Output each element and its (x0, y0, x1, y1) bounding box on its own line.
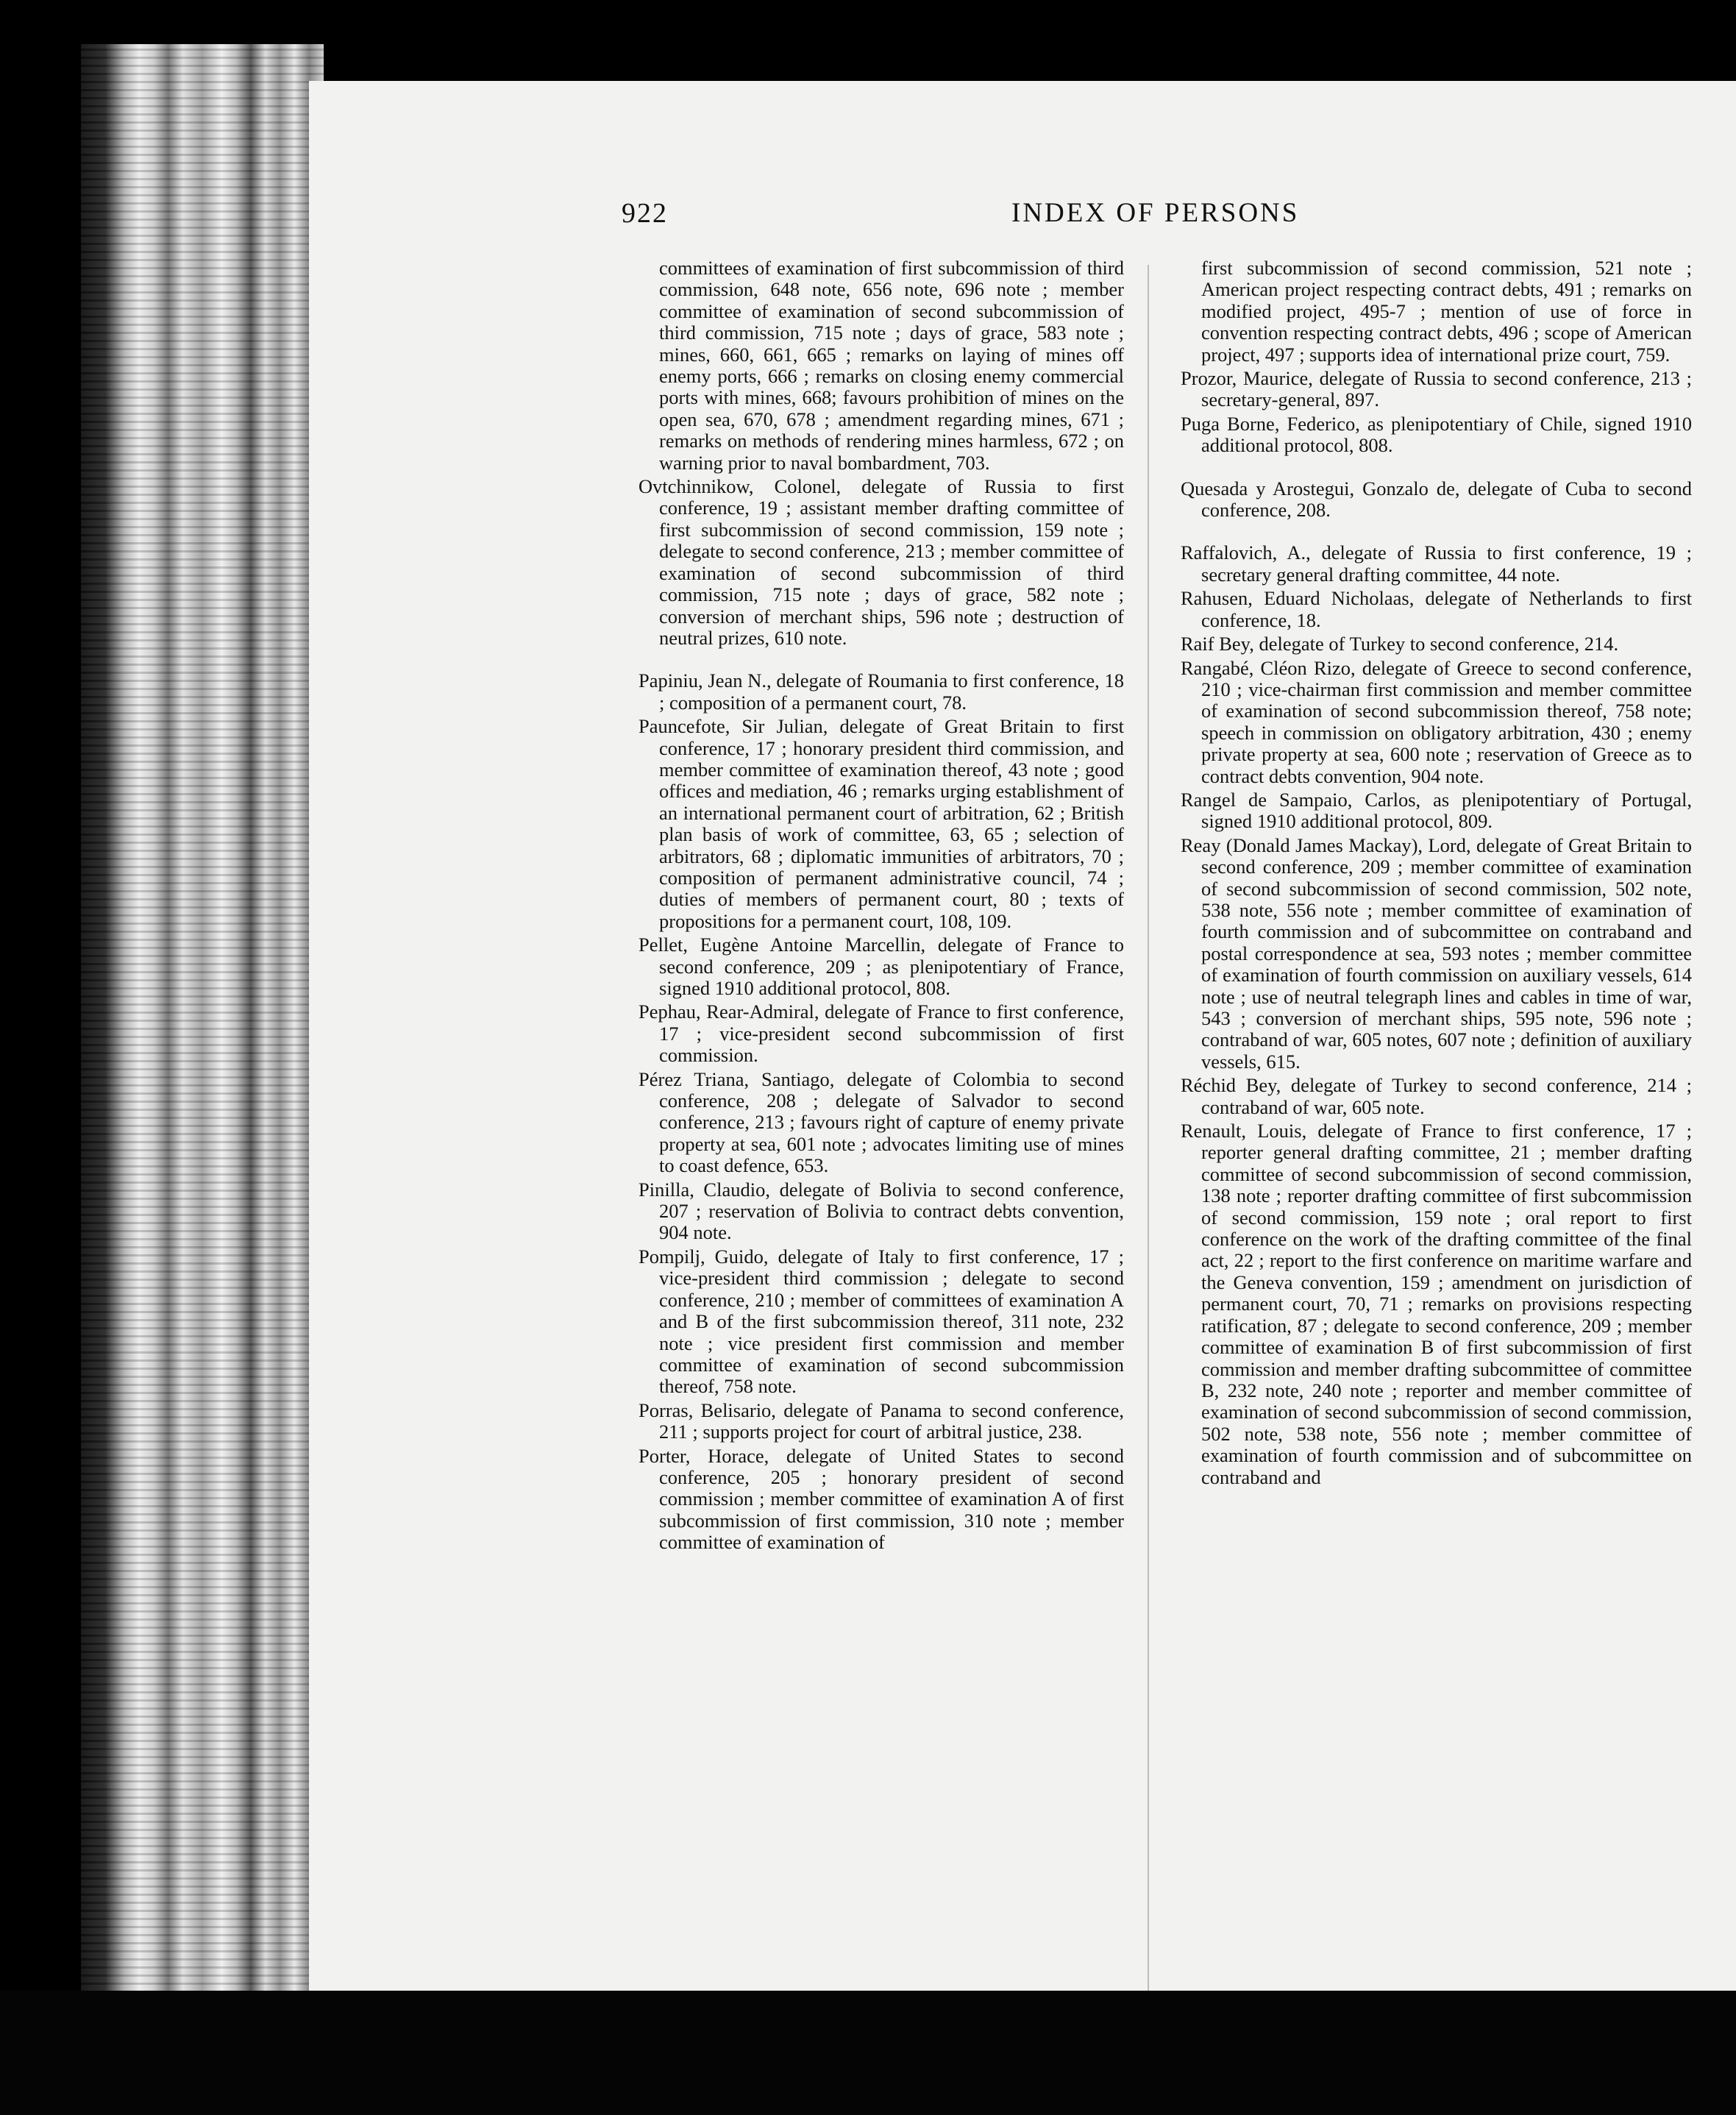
running-title: INDEX OF PERSONS (1011, 198, 1300, 228)
column-divider (1148, 265, 1149, 2082)
page-number: 922 (622, 198, 668, 229)
index-entry: Renault, Louis, delegate of France to first conference, 17 ; reporter general drafting committee, 21 ; member drafting committee of second subcommission of second commission, 138 note ; reporter drafting committee of first subcommission of second commission, 159 note ; oral report to first conference on the work of the drafting committee of the final act, 22 ; report to the first conference on maritime warfare and the Geneva convention, 159 ; amendment on jurisdiction of permanent court, 70, 71 ; remarks on provisions respecting ratification, 87 ; delegate to second conference, 209 ; member committee of examination B of first subcommission of first commission and member drafting subcommittee of committee B, 232 note, 240 note ; reporter and member committee of examination of second subcommission of second commission, 502 note, 538 note, 556 note ; member committee of examination of fourth commission and of subcommittee on contraband and (1181, 1120, 1692, 1488)
index-entry: Pérez Triana, Santiago, delegate of Colombia to second conference, 208 ; delegate of Salvador to second conference, 213 ; favours right of capture of enemy private property at sea, 601 note ; advocates limiting use of mines to coast defence, 653. (638, 1067, 1124, 1177)
index-entry: Quesada y Arostegui, Gonzalo de, delegate of Cuba to second conference, 208. (1181, 477, 1692, 522)
scan-border (0, 1991, 1736, 2115)
index-entry: Ovtchinnikow, Colonel, delegate of Russia to first conference, 19 ; assistant member drafting committee of first subcommission of second commission, 159 note ; delegate to second conference, 213 ; member committee of examination of second subcommission of third commission, 715 note ; days of grace, 582 note ; conversion of merchant ships, 596 note ; destruction of neutral prizes, 610 note. (638, 475, 1124, 649)
index-entry: Pompilj, Guido, delegate of Italy to first conference, 17 ; vice-president third commission ; delegate to second conference, 210 ; member of committees of examination A and B of the first subcommission thereof, 311 note, 232 note ; vice president first commission and member committee of examination of second subcommission thereof, 758 note. (638, 1245, 1124, 1398)
index-entry: Porter, Horace, delegate of United States to second conference, 205 ; honorary president of second commission ; member committee of examination A of first subcommission of first commission, 310 note ; member committee of examination of (638, 1444, 1124, 1554)
index-entry: Pauncefote, Sir Julian, delegate of Great Britain to first conference, 17 ; honorary president third commission, and member committee of examination thereof, 43 note ; good offices and mediation, 46 ; remarks urging establishment of an international permanent court of arbitration, 62 ; British plan basis of work of committee, 63, 65 ; selection of arbitrators, 68 ; diplomatic immunities of arbitrators, 70 ; composition of permanent administrative council, 74 ; duties of members of permanent court, 80 ; texts of propositions for a permanent court, 108, 109. (638, 715, 1124, 932)
index-entry: Papiniu, Jean N., delegate of Roumania to first conference, 18 ; composition of a permanent court, 78. (638, 669, 1124, 714)
index-entry: committees of examination of first subcommission of third commission, 648 note, 656 note, 696 note ; member committee of examination of second subcommission of third commission, 715 note ; days of grace, 583 note ; mines, 660, 661, 665 ; remarks on laying of mines off enemy ports, 666 ; remarks on closing enemy commercial ports with mines, 668; favours prohibition of mines on the open sea, 670, 678 ; amendment regarding mines, 671 ; remarks on methods of rendering mines harmless, 672 ; on warning prior to naval bombardment, 703. (659, 257, 1124, 474)
index-entry: Rangel de Sampaio, Carlos, as plenipotentiary of Portugal, signed 1910 additional protocol, 809. (1181, 788, 1692, 833)
index-entry: Raif Bey, delegate of Turkey to second conference, 214. (1181, 633, 1619, 655)
index-entry: Raffalovich, A., delegate of Russia to first conference, 19 ; secretary general drafting committee, 44 note. (1181, 541, 1692, 586)
index-entry: Rahusen, Eduard Nicholaas, delegate of Netherlands to first conference, 18. (1181, 587, 1692, 631)
index-entry: Puga Borne, Federico, as plenipotentiary of Chile, signed 1910 additional protocol, 808. (1181, 412, 1692, 457)
index-entry: Pephau, Rear-Admiral, delegate of France to first conference, 17 ; vice-president second subcommission of first commission. (638, 1000, 1124, 1067)
left-column (638, 257, 1124, 1556)
index-entry: Rangabé, Cléon Rizo, delegate of Greece to second conference, 210 ; vice-chairman first commission and member committee of examination of second subcommission thereof, 758 note; speech in commission on obligatory arbitration, 430 ; enemy private property at sea, 600 note ; reservation of Greece as to contract debts convention, 904 note. (1181, 656, 1692, 787)
index-entry: Prozor, Maurice, delegate of Russia to second conference, 213 ; secretary-general, 897. (1181, 367, 1692, 411)
index-entry: Pellet, Eugène Antoine Marcellin, delegate of France to second conference, 209 ; as plenipotentiary of France, signed 1910 additional protocol, 808. (638, 934, 1124, 999)
book-page (309, 81, 1736, 2008)
page-header (309, 197, 1736, 241)
right-column (1181, 257, 1692, 1490)
book-page-edges (81, 44, 324, 2001)
index-entry: Réchid Bey, delegate of Turkey to second conference, 214 ; contraband of war, 605 note. (1181, 1074, 1692, 1118)
index-entry: Porras, Belisario, delegate of Panama to second conference, 211 ; supports project for court of arbitral justice, 238. (638, 1398, 1124, 1443)
index-entry: Pinilla, Claudio, delegate of Bolivia to second conference, 207 ; reservation of Bolivia to contract debts convention, 904 note. (638, 1178, 1124, 1244)
index-entry: first subcommission of second commission, 521 note ; American project respecting contract debts, 491 ; remarks on modified project, 495-7 ; mention of use of force in convention respecting contract debts, 496 ; scope of American project, 497 ; supports idea of international prize court, 759. (1201, 257, 1692, 366)
index-entry: Reay (Donald James Mackay), Lord, delegate of Great Britain to second conference, 209 ; member committee of examination of second subcommission of second commission, 502 note, 538 note, 556 note ; member committee of examination of fourth commission and of subcommittee on contraband and postal correspondence at sea, 593 notes ; member committee of examination of fourth commission on auxiliary vessels, 614 note ; use of neutral telegraph lines and cables in time of war, 543 ; conversion of merchant ships, 595 note, 596 note ; contraband of war, 605 notes, 607 note ; definition of auxiliary vessels, 615. (1181, 833, 1692, 1073)
